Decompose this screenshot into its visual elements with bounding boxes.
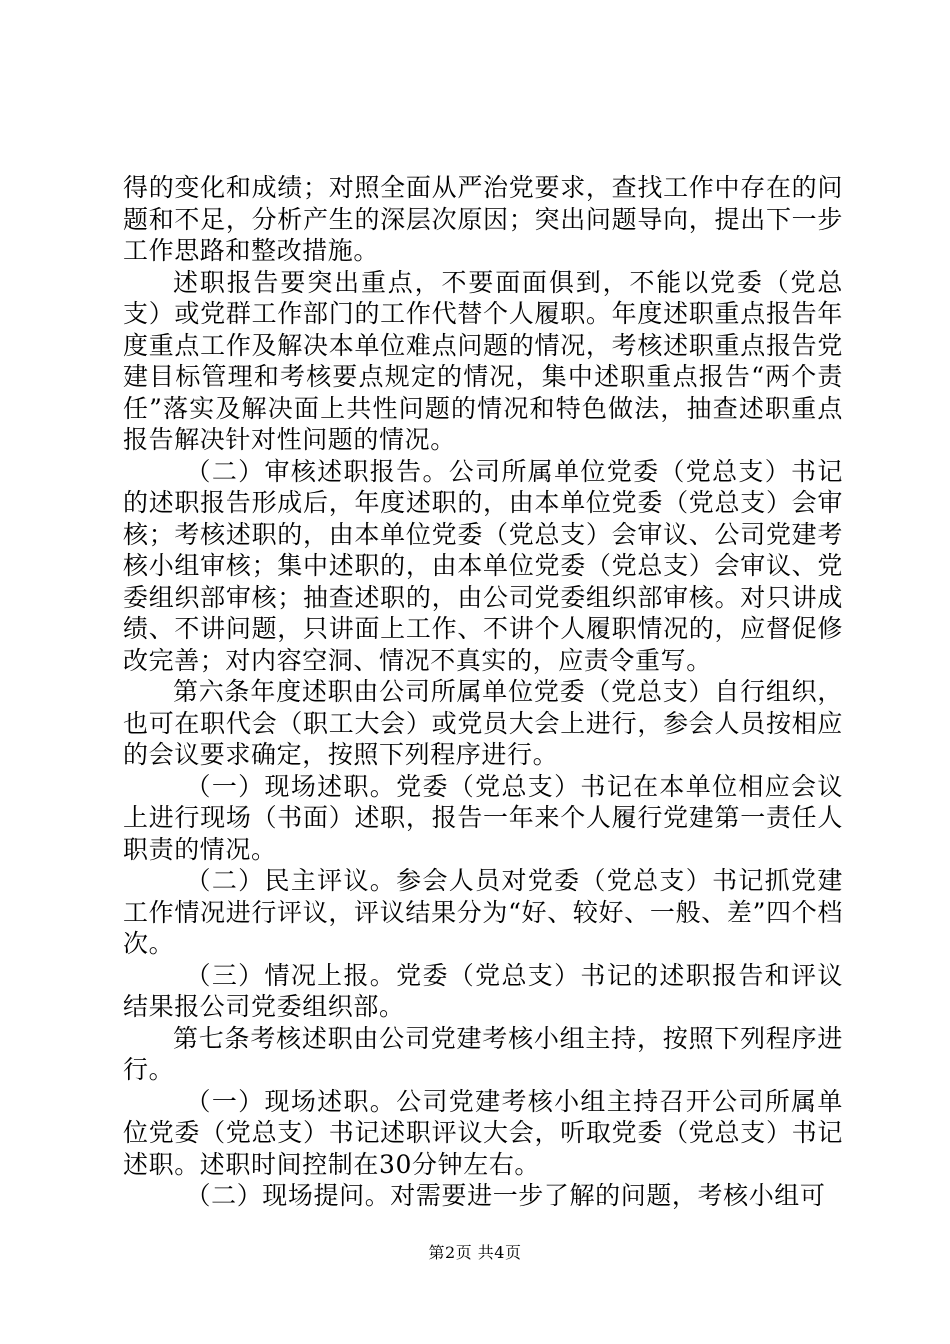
paragraph-1: 得的变化和成绩；对照全面从严治党要求，查找工作中存在的问题和不足，分析产生的深层次原因；突出问题导向，提出下一步工作思路和整改措施。 (123, 173, 843, 265)
paragraph-6: （二）民主评议。参会人员对党委（党总支）书记抓党建工作情况进行评议，评议结果分为“好、较好、一般、差”四个档次。 (123, 866, 843, 958)
paragraph-4: 第六条年度述职由公司所属单位党委（党总支）自行组织，也可在职代会（职工大会）或党员大会上进行，参会人员按相应的会议要求确定，按照下列程序进行。 (123, 677, 843, 769)
paragraph-9: （一）现场述职。公司党建考核小组主持召开公司所属单位党委（党总支）书记述职评议大会，听取党委（党总支）书记述职。述职时间控制在30分钟左右。 (123, 1086, 843, 1179)
paragraph-3: （二）审核述职报告。公司所属单位党委（党总支）书记的述职报告形成后，年度述职的，由本单位党委（党总支）会审核；考核述职的，由本单位党委（党总支）会审议、公司党建考核小组审核；集中述职的，由本单位党委（党总支）会审议、党委组织部审核；抽查述职的，由公司党委组织部审核。对只讲成绩、不讲问题，只讲面上工作、不讲个人履职情况的，应督促修改完善；对内容空洞、情况不真实的，应责令重写。 (123, 456, 843, 675)
paragraph-5: （一）现场述职。党委（党总支）书记在本单位相应会议上进行现场（书面）述职，报告一年来个人履行党建第一责任人职责的情况。 (123, 771, 843, 864)
paragraph-2: 述职报告要突出重点，不要面面俱到，不能以党委（党总支）或党群工作部门的工作代替个人履职。年度述职重点报告年度重点工作及解决本单位难点问题的情况，考核述职重点报告党建目标管理和考核要点规定的情况，集中述职重点报告“两个责任”落实及解决面上共性问题的情况和特色做法，抽查述职重点报告解决针对性问题的情况。 (123, 267, 843, 454)
document-body (123, 172, 843, 1212)
page-footer (0, 1243, 950, 1263)
page-number-label: 第2页 共4页 (428, 1243, 522, 1262)
paragraph-7: （三）情况上报。党委（党总支）书记的述职报告和评议结果报公司党委组织部。 (123, 960, 843, 1021)
paragraph-10: （二）现场提问。对需要进一步了解的问题，考核小组可 (185, 1181, 826, 1210)
paragraph-8: 第七条考核述职由公司党建考核小组主持，按照下列程序进行。 (123, 1023, 843, 1084)
